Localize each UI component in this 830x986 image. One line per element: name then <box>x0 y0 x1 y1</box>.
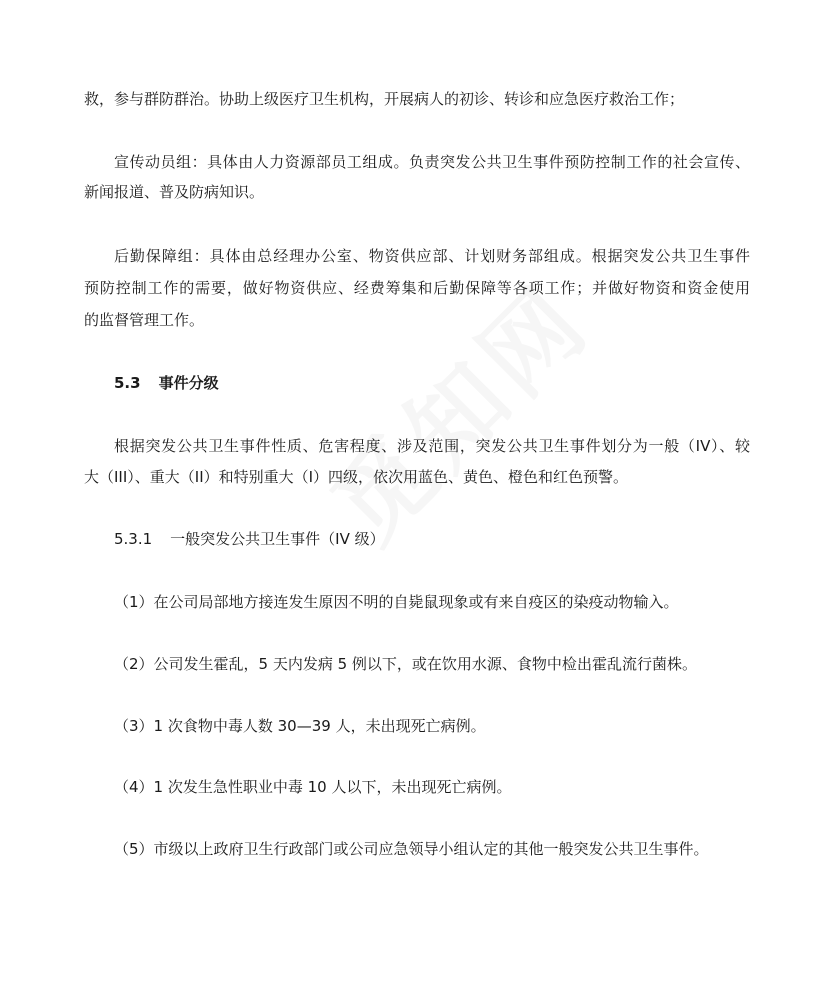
subsection-number: 5.3.1 <box>114 530 153 548</box>
paragraph-line: 救，参与群防群治。协助上级医疗卫生机构，开展病人的初诊、转诊和应急医疗救治工作； <box>84 90 685 108</box>
section-title: 事件分级 <box>158 374 219 392</box>
section-number: 5.3 <box>114 374 141 392</box>
subsection-title: 一般突发公共卫生事件（IV 级） <box>170 530 385 548</box>
paragraph-line: 后勤保障组：具体由总经理办公室、物资供应部、计划财务部组成。根据突发公共卫生事件 <box>114 247 750 265</box>
subsection-heading <box>114 529 385 549</box>
list-item: （4）1 次发生急性职业中毒 10 人以下，未出现死亡病例。 <box>114 778 512 796</box>
paragraph-line: 宣传动员组：具体由人力资源部员工组成。负责突发公共卫生事件预防控制工作的社会宣传、 <box>114 153 750 171</box>
paragraph-line: 的监督管理工作。 <box>84 311 205 329</box>
paragraph-line: 预防控制工作的需要，做好物资供应、经费筹集和后勤保障等各项工作；并做好物资和资金使用 <box>84 279 750 297</box>
list-item: （5）市级以上政府卫生行政部门或公司应急领导小组认定的其他一般突发公共卫生事件。 <box>114 840 709 858</box>
list-item: （2）公司发生霍乱，5 天内发病 5 例以下，或在饮用水源、食物中检出霍乱流行菌株。 <box>114 655 697 673</box>
list-item: （3）1 次食物中毒人数 30—39 人，未出现死亡病例。 <box>114 717 486 735</box>
paragraph-line: 根据突发公共卫生事件性质、危害程度、涉及范围，突发公共卫生事件划分为一般（IV）、较 <box>114 437 750 455</box>
paragraph-line: 新闻报道、普及防病知识。 <box>84 183 265 201</box>
list-item: （1）在公司局部地方接连发生原因不明的自毙鼠现象或有来自疫区的染疫动物输入。 <box>114 593 679 611</box>
section-heading <box>114 373 219 393</box>
paragraph-line: 大（III）、重大（II）和特别重大（I）四级，依次用蓝色、黄色、橙色和红色预警。 <box>84 468 629 486</box>
